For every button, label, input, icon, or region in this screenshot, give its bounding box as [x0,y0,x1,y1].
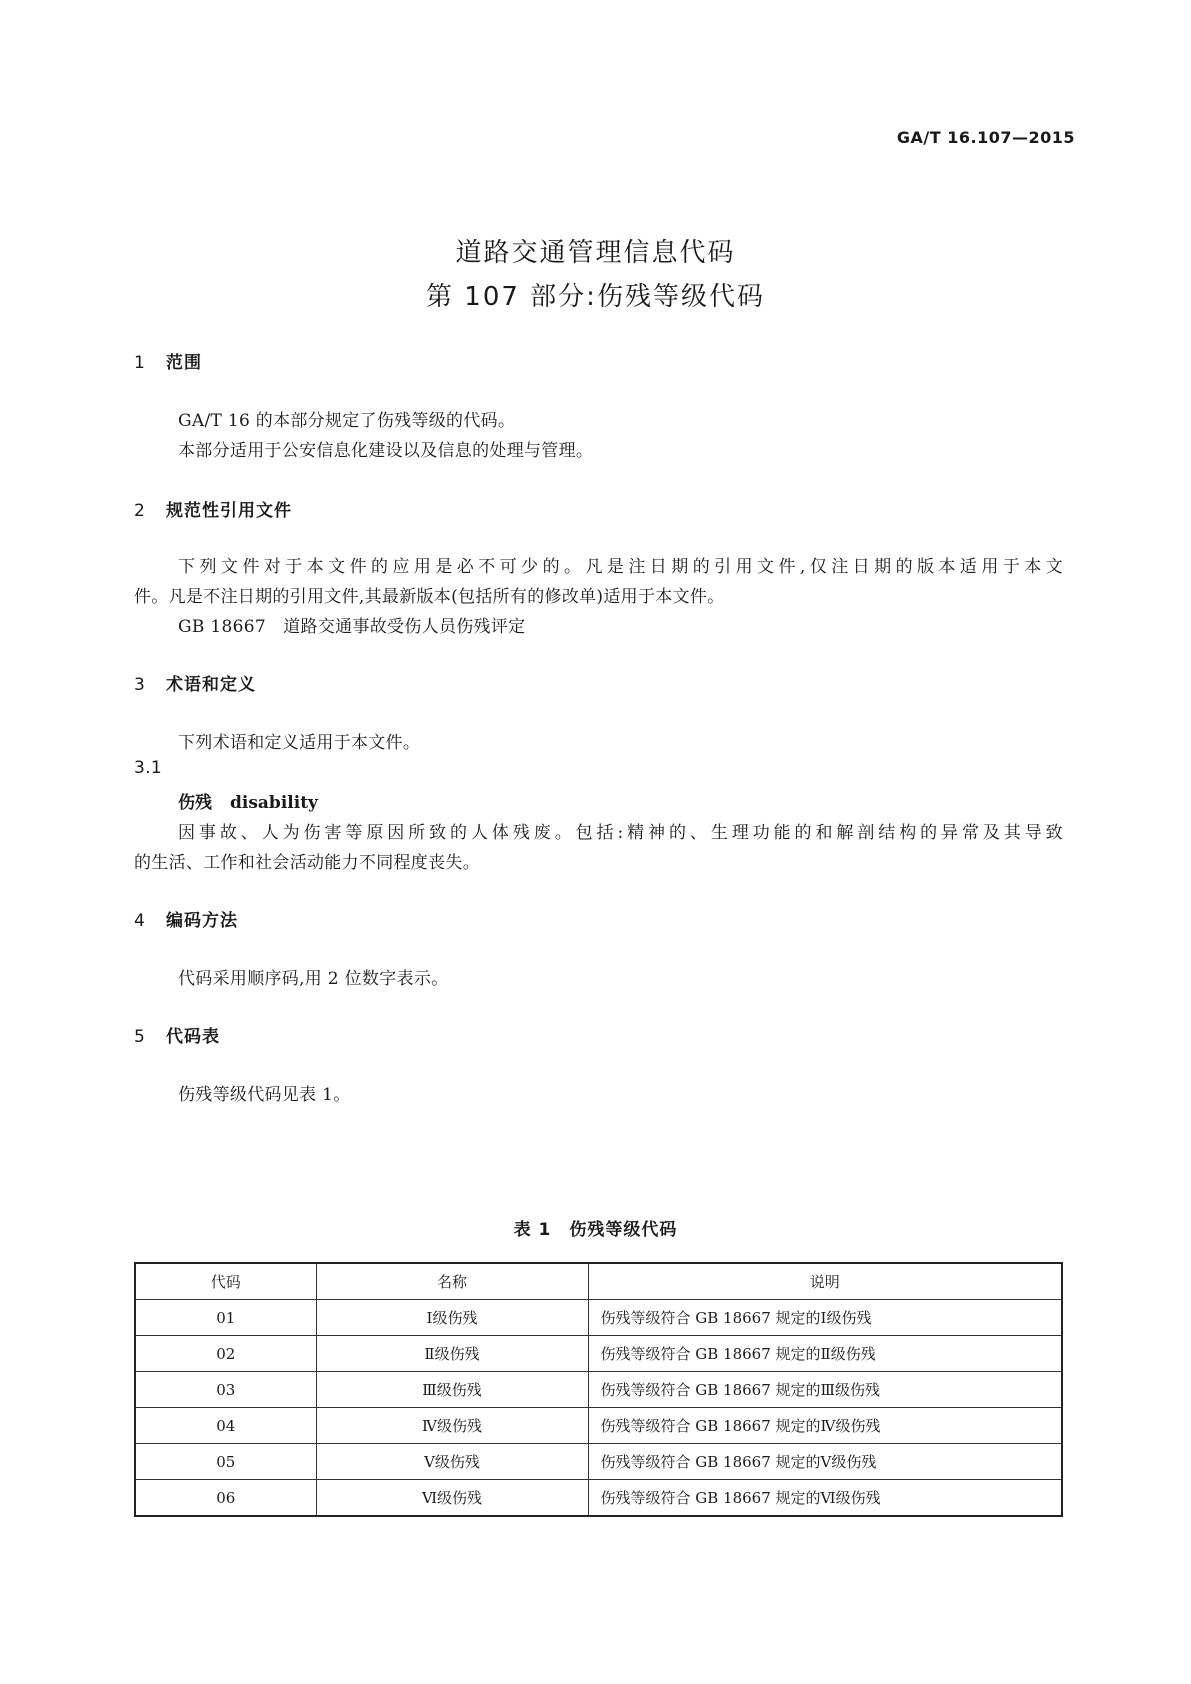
cell-name: Ⅳ级伤残 [316,1408,588,1444]
references-paragraph-line-2: 件。凡是不注日期的引用文件,其最新版本(包括所有的修改单)适用于本文件。 [134,587,725,607]
table-caption: 表 1 伤残等级代码 [513,1220,678,1240]
cell-name: Ⅱ级伤残 [316,1336,588,1372]
scope-paragraph-2: 本部分适用于公安信息化建设以及信息的处理与管理。 [178,441,594,461]
cell-name: Ⅲ级伤残 [316,1372,588,1408]
term-chinese: 伤残 [178,793,212,813]
references-paragraph-line-1: 下列文件对于本文件的应用是必不可少的。凡是注日期的引用文件,仅注日期的版本适用于本文 [178,557,1063,577]
section-title: 编码方法 [166,911,238,931]
cell-code: 06 [135,1480,316,1517]
section-heading-terms [134,670,256,695]
column-header-name: 名称 [316,1263,588,1300]
section-number: 3 [134,675,146,695]
cell-code: 05 [135,1444,316,1480]
cell-description: 伤残等级符合 GB 18667 规定的Ⅲ级伤残 [588,1372,1062,1408]
section-number: 5 [134,1027,146,1047]
section-number: 4 [134,911,146,931]
cell-name: Ⅰ级伤残 [316,1300,588,1336]
cell-code: 01 [135,1300,316,1336]
table-row [135,1408,1062,1444]
reference-item: GB 18667 道路交通事故受伤人员伤残评定 [178,617,526,637]
section-heading-coding [134,906,238,931]
section-title: 规范性引用文件 [166,501,292,521]
term-definition-line-2: 的生活、工作和社会活动能力不同程度丧失。 [134,853,480,873]
codetable-intro: 伤残等级代码见表 1。 [178,1085,351,1105]
section-number: 1 [134,353,146,373]
section-heading-references [134,496,292,521]
term-definition-line-1: 因事故、人为伤害等原因所致的人体残废。包括:精神的、生理功能的和解剖结构的异常及其导致 [178,823,1063,843]
cell-code: 02 [135,1336,316,1372]
section-title: 代码表 [166,1027,220,1047]
terms-intro: 下列术语和定义适用于本文件。 [178,733,421,753]
coding-paragraph: 代码采用顺序码,用 2 位数字表示。 [178,969,449,989]
table-row [135,1444,1062,1480]
term-english: disability [230,793,318,813]
term-number: 3.1 [134,758,162,778]
section-title: 范围 [166,353,202,373]
cell-description: 伤残等级符合 GB 18667 规定的Ⅵ级伤残 [588,1480,1062,1517]
table-row [135,1480,1062,1517]
section-number: 2 [134,501,146,521]
table-row [135,1336,1062,1372]
cell-description: 伤残等级符合 GB 18667 规定的Ⅱ级伤残 [588,1336,1062,1372]
cell-name: Ⅵ级伤残 [316,1480,588,1517]
cell-name: Ⅴ级伤残 [316,1444,588,1480]
doc-title: 道路交通管理信息代码 [455,238,736,268]
column-header-code: 代码 [135,1263,316,1300]
cell-code: 04 [135,1408,316,1444]
section-title: 术语和定义 [166,675,256,695]
table-header-row [135,1263,1062,1300]
term-heading [178,788,318,813]
cell-description: 伤残等级符合 GB 18667 规定的Ⅴ级伤残 [588,1444,1062,1480]
standard-number: GA/T 16.107—2015 [896,128,1075,147]
cell-code: 03 [135,1372,316,1408]
section-heading-scope [134,348,202,373]
table-row [135,1372,1062,1408]
section-heading-codetable [134,1022,220,1047]
column-header-description: 说明 [588,1263,1062,1300]
doc-subtitle: 第 107 部分:伤残等级代码 [426,282,765,312]
table-row [135,1300,1062,1336]
cell-description: 伤残等级符合 GB 18667 规定的Ⅰ级伤残 [588,1300,1062,1336]
cell-description: 伤残等级符合 GB 18667 规定的Ⅳ级伤残 [588,1408,1062,1444]
disability-code-table [134,1262,1063,1517]
scope-paragraph-1: GA/T 16 的本部分规定了伤残等级的代码。 [178,411,516,431]
